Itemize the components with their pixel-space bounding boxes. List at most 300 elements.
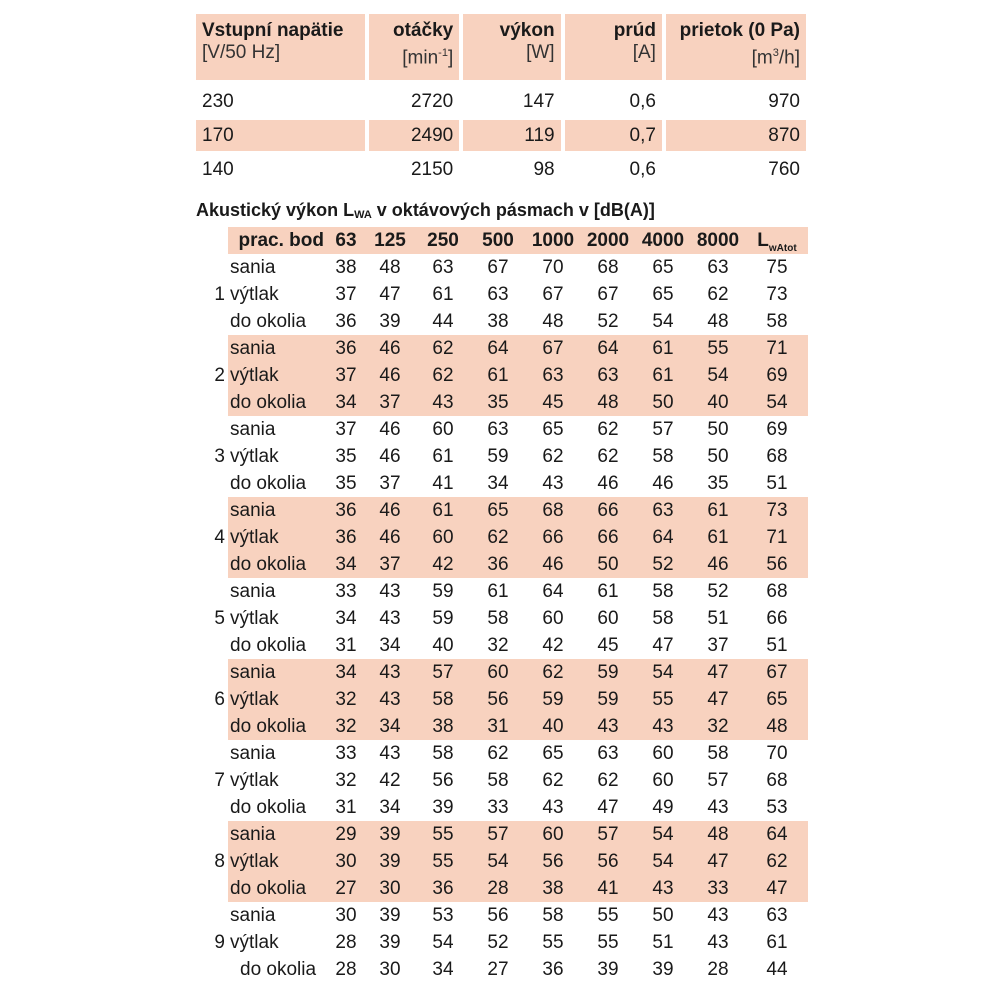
band-value-cell: 48 [580,389,636,416]
band-value-cell: 60 [652,770,674,791]
band-value-cell: 33 [335,581,357,602]
total-value-cell: 54 [746,389,808,416]
row-label: do okolia [228,389,328,416]
band-value-cell: 62 [597,770,619,791]
band-value-cell: 40 [432,635,454,656]
operating-point-number: 6 [214,689,225,710]
header-voltage [196,14,365,80]
table-row [228,956,808,983]
band-value-cell: 43 [542,473,564,494]
table-row [228,794,808,821]
band-value-cell: 57 [580,821,636,848]
table-row [228,821,808,848]
band-value-cell: 60 [416,524,470,551]
band-value-cell: 44 [432,311,454,332]
row-label: sania [230,581,276,602]
row-label: do okolia [240,959,317,980]
band-value-cell: 62 [416,335,470,362]
header-unit: [A] [632,42,656,63]
band-value-cell: 58 [487,608,509,629]
band-value-cell: 62 [707,284,729,305]
rpm-cell: 2490 [369,120,459,151]
header-current [565,14,662,80]
band-value-cell: 50 [636,389,690,416]
band-value-cell: 39 [364,821,416,848]
band-value-cell: 66 [526,524,580,551]
band-value-cell: 59 [580,659,636,686]
row-label: do okolia [230,473,307,494]
header-title: Vstupní napätie [202,20,344,41]
operating-point-group [196,821,808,902]
band-value-cell: 34 [335,608,357,629]
band-value-cell: 57 [416,659,470,686]
band-value-cell: 37 [364,551,416,578]
table-row [228,848,808,875]
total-value-cell: 68 [766,446,788,467]
operating-point-number: 1 [214,284,225,305]
total-value-cell: 75 [766,257,788,278]
band-value-cell: 55 [690,335,746,362]
band-value-cell: 46 [690,551,746,578]
band-value-cell: 61 [416,497,470,524]
header-title: výkon [499,20,555,41]
band-value-cell: 55 [636,686,690,713]
title-rest: v oktávových pásmach v [dB(A)] [371,200,655,220]
band-header-125: 125 [364,227,416,254]
row-label: výtlak [228,524,328,551]
band-value-cell: 41 [580,875,636,902]
band-header-63: 63 [328,227,364,254]
band-value-cell: 37 [379,473,401,494]
operating-point-number: 5 [214,608,225,629]
band-value-cell: 43 [379,608,401,629]
operating-point-group [196,578,808,659]
total-subscript: wAtot [768,242,797,254]
band-value-cell: 39 [379,311,401,332]
row-label: do okolia [230,635,307,656]
row-label: sania [230,419,276,440]
rpm-cell: 2720 [410,91,454,112]
band-value-cell: 31 [470,713,526,740]
band-value-cell: 62 [597,446,619,467]
band-value-cell: 34 [432,959,454,980]
band-value-cell: 41 [432,473,454,494]
table-row [196,120,806,151]
operating-point-number: 8 [214,851,225,872]
acoustic-body [196,254,808,983]
band-header-1000: 1000 [526,227,580,254]
row-label: výtlak [228,686,328,713]
total-value-cell: 58 [766,311,788,332]
band-value-cell: 46 [364,335,416,362]
table-row [228,335,808,362]
band-value-cell: 67 [542,284,564,305]
band-value-cell: 62 [470,524,526,551]
table-row [228,929,808,956]
operating-point-group [196,902,808,983]
band-value-cell: 50 [580,551,636,578]
band-value-cell: 30 [328,848,364,875]
band-value-cell: 56 [470,686,526,713]
row-label: sania [230,905,276,926]
header-point: prac. bod [228,227,328,254]
band-value-cell: 29 [328,821,364,848]
band-value-cell: 62 [542,446,564,467]
band-value-cell: 59 [526,686,580,713]
band-value-cell: 58 [416,686,470,713]
band-value-cell: 36 [335,311,357,332]
table-row [228,389,808,416]
band-value-cell: 43 [379,743,401,764]
band-value-cell: 64 [470,335,526,362]
band-value-cell: 46 [597,473,619,494]
band-value-cell: 35 [335,473,357,494]
band-value-cell: 28 [707,959,729,980]
band-value-cell: 58 [652,446,674,467]
total-value-cell: 71 [746,335,808,362]
band-value-cell: 65 [652,284,674,305]
row-label: do okolia [228,875,328,902]
table-row [228,362,808,389]
table-row [228,902,808,929]
band-value-cell: 65 [470,497,526,524]
band-header-500: 500 [470,227,526,254]
band-value-cell: 70 [542,257,564,278]
band-value-cell: 46 [652,473,674,494]
current-cell: 0,7 [565,120,662,151]
flow-cell: 970 [768,91,800,112]
band-value-cell: 65 [652,257,674,278]
band-value-cell: 57 [652,419,674,440]
total-main: L [757,230,769,251]
row-label: výtlak [230,608,279,629]
table-row [228,632,808,659]
title-main: Akustický výkon L [196,200,355,220]
band-value-cell: 56 [487,905,509,926]
table-row [228,470,808,497]
band-value-cell: 47 [690,686,746,713]
band-value-cell: 39 [432,797,454,818]
total-value-cell: 70 [766,743,788,764]
row-label: sania [230,743,276,764]
operating-point-group [196,416,808,497]
row-label: výtlak [230,446,279,467]
band-value-cell: 60 [526,821,580,848]
band-value-cell: 64 [636,524,690,551]
header-title: prúd [613,20,656,41]
band-value-cell: 43 [707,797,729,818]
header-power [463,14,560,80]
band-value-cell: 39 [379,905,401,926]
band-value-cell: 27 [328,875,364,902]
band-value-cell: 45 [526,389,580,416]
band-value-cell: 60 [652,743,674,764]
table-row [228,416,808,443]
band-value-cell: 58 [487,770,509,791]
band-value-cell: 46 [364,362,416,389]
header-title: otáčky [393,20,454,41]
band-value-cell: 54 [636,821,690,848]
band-value-cell: 59 [432,608,454,629]
band-value-cell: 43 [636,713,690,740]
operating-point-number: 3 [214,446,225,467]
table-row [228,659,808,686]
table-row [228,308,808,335]
band-value-cell: 55 [416,821,470,848]
header-unit: [W] [526,42,555,63]
band-value-cell: 59 [432,581,454,602]
band-value-cell: 51 [652,932,674,953]
band-value-cell: 38 [526,875,580,902]
table-body [196,86,806,185]
band-value-cell: 47 [652,635,674,656]
band-value-cell: 66 [580,524,636,551]
band-value-cell: 59 [580,686,636,713]
band-value-cell: 37 [707,635,729,656]
band-value-cell: 38 [335,257,357,278]
band-value-cell: 63 [526,362,580,389]
band-value-cell: 63 [432,257,454,278]
band-value-cell: 30 [335,905,357,926]
band-value-cell: 43 [364,686,416,713]
operating-point-number: 9 [214,932,225,953]
table-row [228,281,808,308]
band-value-cell: 61 [470,362,526,389]
band-value-cell: 54 [470,848,526,875]
voltage-cell: 140 [202,159,234,180]
header-title: prietok (0 Pa) [679,20,800,41]
voltage-cell: 230 [202,91,234,112]
total-value-cell: 62 [746,848,808,875]
band-value-cell: 39 [379,932,401,953]
table-row [196,86,806,117]
band-value-cell: 55 [597,905,619,926]
row-label: sania [228,659,328,686]
power-cell: 98 [533,159,555,180]
band-header-8000: 8000 [690,227,746,254]
band-value-cell: 40 [526,713,580,740]
header-flow [666,14,806,80]
band-value-cell: 32 [690,713,746,740]
band-value-cell: 37 [335,419,357,440]
total-value-cell: 68 [766,770,788,791]
total-value-cell: 51 [766,473,788,494]
band-value-cell: 66 [580,497,636,524]
band-value-cell: 54 [636,848,690,875]
total-value-cell: 53 [766,797,788,818]
band-headers [328,227,746,254]
total-value-cell: 69 [746,362,808,389]
header-unit: $[\min^{-1}]$ [402,47,454,69]
band-value-cell: 43 [636,875,690,902]
band-value-cell: 45 [597,635,619,656]
band-value-cell: 36 [328,335,364,362]
table-row [228,767,808,794]
band-value-cell: 63 [580,362,636,389]
band-value-cell: 61 [690,497,746,524]
band-value-cell: 55 [542,932,564,953]
band-value-cell: 64 [580,335,636,362]
band-value-cell: 52 [597,311,619,332]
band-value-cell: 32 [328,686,364,713]
band-value-cell: 31 [335,797,357,818]
band-value-cell: 43 [379,581,401,602]
band-value-cell: 55 [416,848,470,875]
band-value-cell: 39 [364,848,416,875]
band-value-cell: 46 [379,419,401,440]
band-value-cell: 46 [364,524,416,551]
band-value-cell: 63 [487,419,509,440]
band-value-cell: 62 [526,659,580,686]
total-value-cell: 71 [746,524,808,551]
band-value-cell: 35 [707,473,729,494]
header-unit: $[m^3/h]$ [751,47,800,69]
total-value-cell: 68 [766,581,788,602]
band-value-cell: 59 [487,446,509,467]
table-row [196,154,806,185]
band-value-cell: 54 [690,362,746,389]
band-value-cell: 39 [652,959,674,980]
band-value-cell: 52 [707,581,729,602]
band-value-cell: 28 [470,875,526,902]
band-value-cell: 52 [636,551,690,578]
band-value-cell: 38 [416,713,470,740]
band-value-cell: 58 [542,905,564,926]
row-label: výtlak [230,932,279,953]
total-value-cell: 65 [746,686,808,713]
table-row [228,578,808,605]
band-value-cell: 50 [707,446,729,467]
total-value-cell: 66 [766,608,788,629]
acoustic-title [196,200,655,221]
band-value-cell: 30 [379,959,401,980]
row-label: výtlak [230,284,279,305]
band-value-cell: 65 [542,743,564,764]
band-value-cell: 58 [652,608,674,629]
band-value-cell: 46 [526,551,580,578]
band-value-cell: 46 [379,446,401,467]
band-value-cell: 33 [487,797,509,818]
total-value-cell: 67 [746,659,808,686]
band-value-cell: 43 [580,713,636,740]
band-header-2000: 2000 [580,227,636,254]
total-value-cell: 51 [766,635,788,656]
current-cell: 0,6 [629,91,656,112]
band-value-cell: 58 [432,743,454,764]
row-label: výtlak [228,362,328,389]
table-row [228,713,808,740]
band-value-cell: 47 [379,284,401,305]
row-label: sania [230,257,276,278]
band-value-cell: 68 [597,257,619,278]
band-value-cell: 43 [364,659,416,686]
band-value-cell: 38 [487,311,509,332]
row-label: sania [228,497,328,524]
band-value-cell: 51 [707,608,729,629]
table-row [228,524,808,551]
band-value-cell: 61 [690,524,746,551]
operating-point-group [196,335,808,416]
band-value-cell: 43 [542,797,564,818]
table-row [228,497,808,524]
band-value-cell: 49 [652,797,674,818]
band-value-cell: 36 [328,497,364,524]
band-value-cell: 62 [416,362,470,389]
power-cell: 119 [463,120,560,151]
band-value-cell: 32 [335,770,357,791]
band-value-cell: 34 [328,389,364,416]
title-subscript: WA [354,209,372,221]
acoustic-table [196,227,808,983]
band-value-cell: 36 [470,551,526,578]
total-value-cell: 56 [746,551,808,578]
acoustic-header-row [196,227,808,254]
band-value-cell: 43 [707,932,729,953]
band-value-cell: 54 [432,932,454,953]
band-value-cell: 48 [707,311,729,332]
band-value-cell: 47 [690,848,746,875]
band-value-cell: 62 [487,743,509,764]
band-value-cell: 67 [487,257,509,278]
header-total [746,227,808,254]
row-label: do okolia [230,311,307,332]
band-value-cell: 30 [364,875,416,902]
band-value-cell: 32 [487,635,509,656]
total-value-cell: 63 [766,905,788,926]
band-value-cell: 37 [328,362,364,389]
band-value-cell: 34 [379,797,401,818]
band-value-cell: 64 [542,581,564,602]
operating-point-group [196,659,808,740]
table-row [228,686,808,713]
band-value-cell: 28 [335,959,357,980]
band-header-250: 250 [416,227,470,254]
band-value-cell: 61 [432,284,454,305]
band-value-cell: 33 [690,875,746,902]
band-value-cell: 54 [652,311,674,332]
band-value-cell: 32 [328,713,364,740]
row-label: do okolia [230,797,307,818]
row-label: do okolia [228,713,328,740]
band-value-cell: 67 [597,284,619,305]
band-value-cell: 54 [636,659,690,686]
row-label: sania [228,335,328,362]
table-row [228,254,808,281]
band-value-cell: 34 [328,551,364,578]
band-value-cell: 33 [335,743,357,764]
band-value-cell: 60 [470,659,526,686]
header-unit: [V/50 Hz] [202,42,281,63]
table-row [228,740,808,767]
row-label: výtlak [230,770,279,791]
header-spacer [196,227,228,254]
band-value-cell: 42 [379,770,401,791]
band-value-cell: 52 [487,932,509,953]
electrical-parameters-table [196,14,806,185]
table-row [228,605,808,632]
band-value-cell: 53 [432,905,454,926]
table-row [228,875,808,902]
band-value-cell: 63 [707,257,729,278]
band-value-cell: 61 [487,581,509,602]
band-value-cell: 37 [364,389,416,416]
total-value-cell: 44 [766,959,788,980]
flow-cell: 870 [666,120,806,151]
band-value-cell: 60 [432,419,454,440]
band-value-cell: 50 [707,419,729,440]
band-value-cell: 65 [542,419,564,440]
operating-point-group [196,497,808,578]
